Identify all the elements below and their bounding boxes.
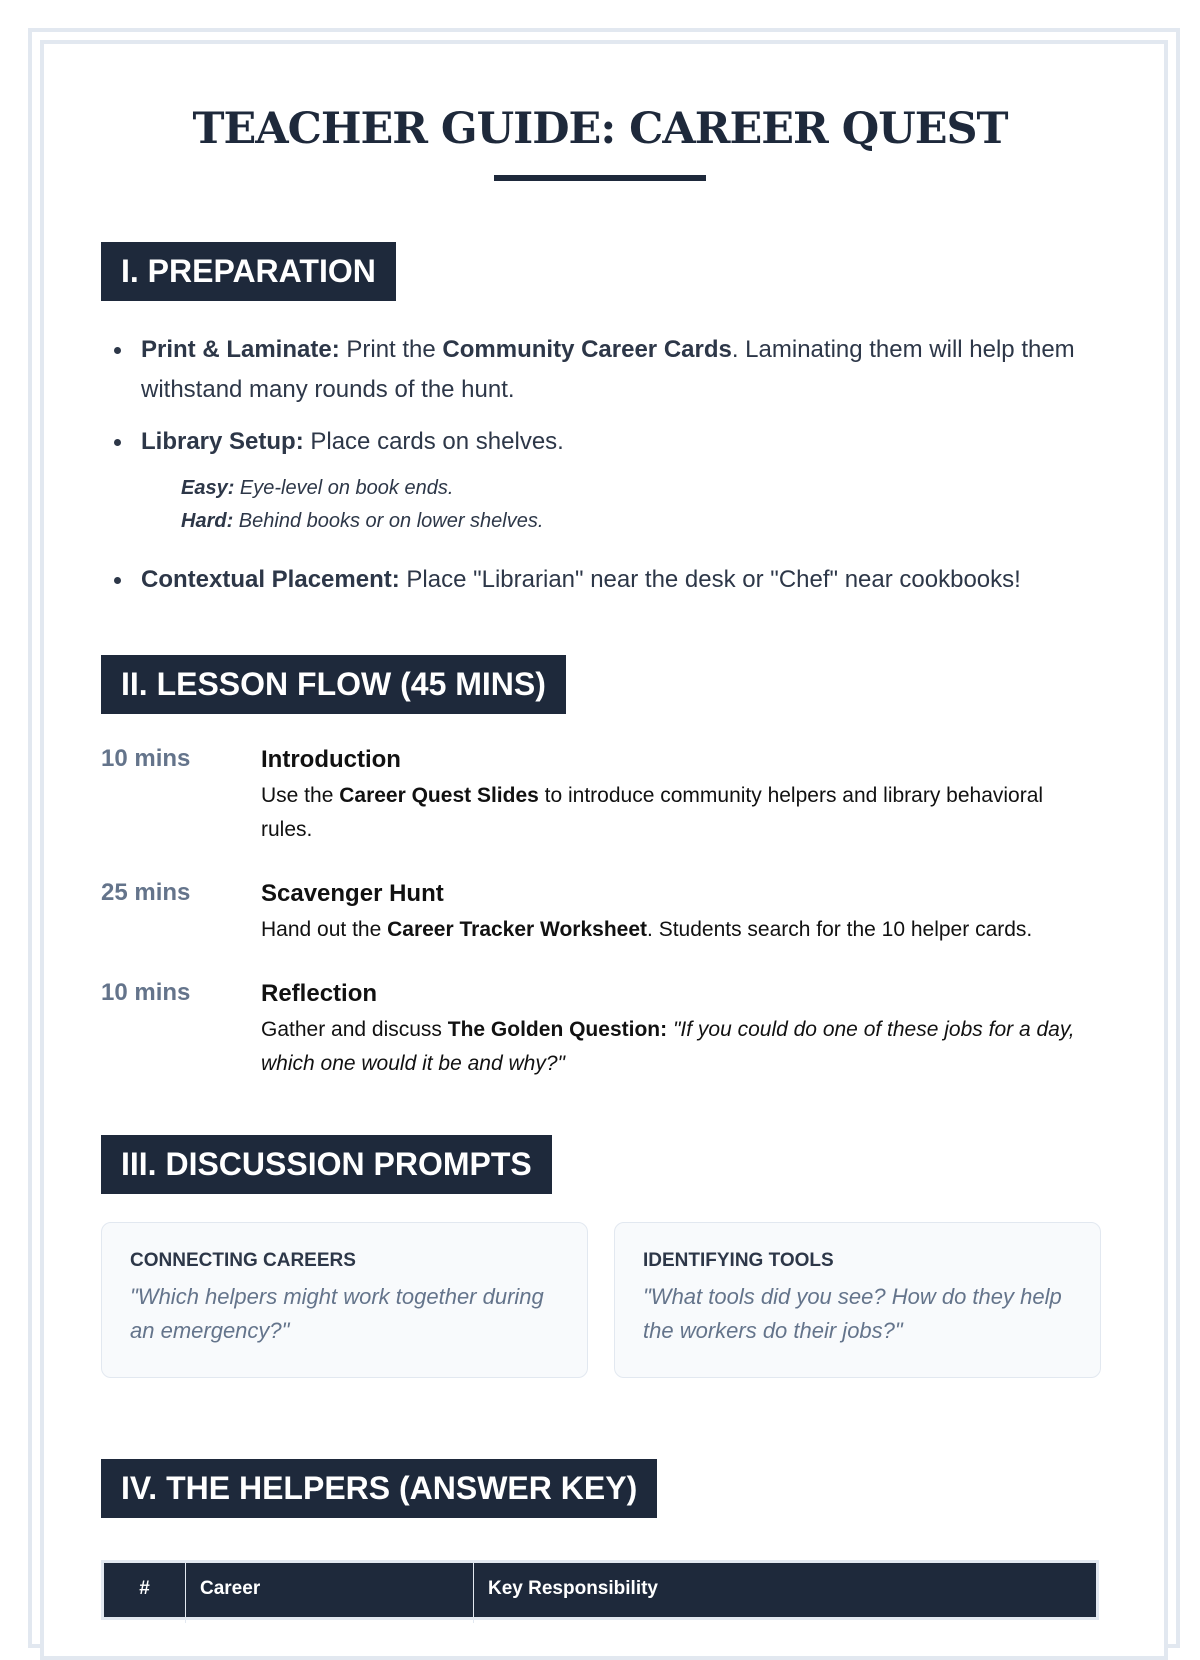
difficulty-text: Eye-level on book ends. bbox=[234, 477, 454, 499]
page-title: TEACHER GUIDE: CAREER QUEST bbox=[192, 104, 1008, 154]
card-title: CONNECTING CAREERS bbox=[130, 1250, 356, 1271]
difficulty-notes bbox=[101, 472, 1101, 538]
prompt-card-identifying-tools bbox=[614, 1222, 1101, 1378]
section-heading-preparation: I. PREPARATION bbox=[101, 242, 396, 301]
column-header-responsibility: Key Responsibility bbox=[488, 1578, 658, 1599]
list-item bbox=[101, 422, 1101, 462]
step-bold-text: Career Tracker Worksheet bbox=[387, 918, 648, 941]
item-label: Print & Laminate: bbox=[141, 336, 340, 363]
card-quote: "Which helpers might work together during an emergency?" bbox=[130, 1284, 544, 1343]
step-time: 10 mins bbox=[101, 979, 191, 1006]
step-description bbox=[261, 913, 1099, 947]
prompt-card-connecting-careers bbox=[101, 1222, 588, 1378]
step-bold-text: Career Quest Slides bbox=[339, 784, 539, 807]
item-label: Contextual Placement: bbox=[141, 566, 400, 593]
difficulty-label: Hard: bbox=[181, 510, 234, 532]
step-text: to introduce community helpers and library behavioral rules. bbox=[261, 784, 1044, 841]
step-text: Hand out the bbox=[261, 918, 388, 941]
section-heading-discussion: III. DISCUSSION PROMPTS bbox=[101, 1135, 552, 1194]
difficulty-easy bbox=[101, 472, 1101, 505]
step-time: 25 mins bbox=[101, 879, 191, 906]
step-title: Reflection bbox=[261, 980, 378, 1007]
preparation-list bbox=[101, 330, 1101, 462]
step-description bbox=[261, 779, 1099, 847]
card-quote: "What tools did you see? How do they help the workers do their jobs?" bbox=[643, 1284, 1062, 1343]
step-text: Gather and discuss bbox=[261, 1018, 448, 1041]
step-text: . Students search for the 10 helper cards. bbox=[647, 918, 1033, 941]
column-header-number: # bbox=[104, 1563, 186, 1623]
step-body bbox=[261, 979, 1099, 1081]
step-bold-text: The Golden Question: bbox=[447, 1018, 668, 1041]
column-header-career: Career bbox=[186, 1563, 474, 1623]
answer-key-table-header bbox=[101, 1560, 1099, 1620]
item-text: Place cards on shelves. bbox=[303, 428, 564, 455]
section-heading-helpers: IV. THE HELPERS (ANSWER KEY) bbox=[101, 1459, 657, 1518]
item-text: Place "Librarian" near the desk or "Chef" near cookbooks! bbox=[399, 566, 1021, 593]
golden-question-quote: "If you could do one of these jobs for a day, which one would it be and why?" bbox=[261, 1018, 1075, 1075]
section-heading-lesson-flow: II. LESSON FLOW (45 MINS) bbox=[101, 655, 566, 714]
step-title: Introduction bbox=[261, 746, 401, 773]
item-bold-text: Community Career Cards bbox=[442, 336, 732, 363]
item-label: Library Setup: bbox=[141, 428, 304, 455]
item-text: Print the bbox=[339, 336, 443, 363]
step-body bbox=[261, 745, 1099, 847]
preparation-list-continued bbox=[101, 560, 1101, 600]
card-title: IDENTIFYING TOOLS bbox=[643, 1250, 834, 1271]
step-body bbox=[261, 879, 1099, 947]
difficulty-text: Behind books or on lower shelves. bbox=[233, 510, 544, 532]
step-time: 10 mins bbox=[101, 745, 191, 772]
step-title: Scavenger Hunt bbox=[261, 880, 444, 907]
step-text: Use the bbox=[261, 784, 340, 807]
difficulty-label: Easy: bbox=[181, 477, 235, 499]
list-item bbox=[101, 330, 1101, 410]
step-description bbox=[261, 1013, 1099, 1081]
title-underline bbox=[494, 175, 706, 181]
list-item bbox=[101, 560, 1101, 600]
difficulty-hard bbox=[101, 505, 1101, 538]
item-text: . Laminating them will help them withstand many rounds of the hunt. bbox=[141, 336, 1075, 403]
